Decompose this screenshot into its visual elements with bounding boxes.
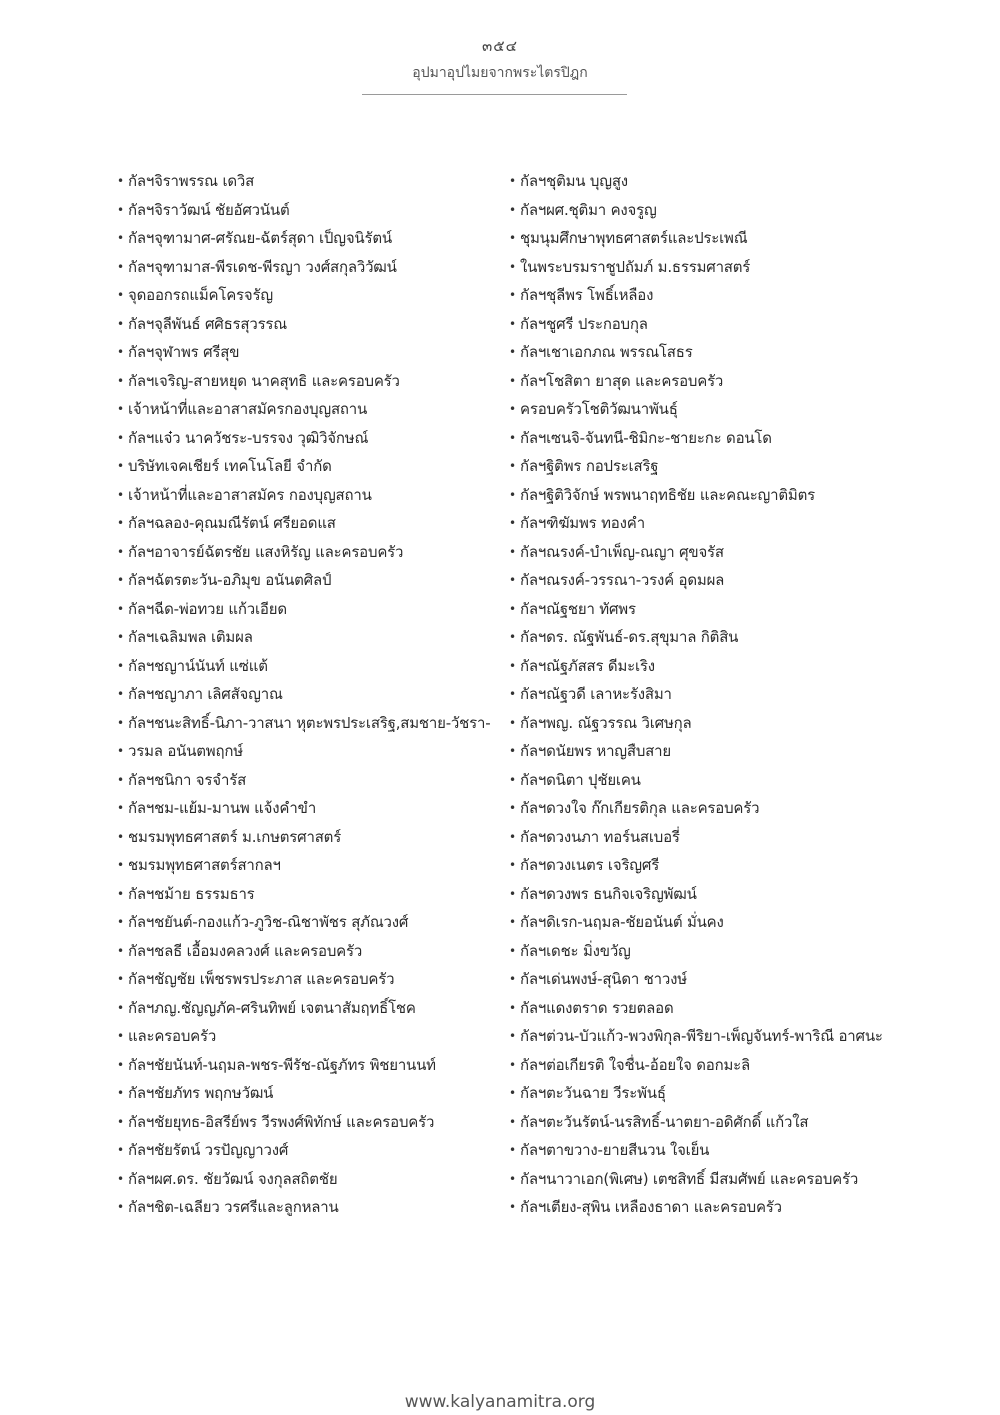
list-item: • กัลฯแดงตราด รวยตลอด	[509, 994, 889, 1023]
list-item: • กัลฯเชาเอกภณ พรรณโสธร	[509, 338, 889, 367]
list-item: • กัลฯจุฬาพร ศรีสุข	[117, 338, 487, 367]
list-item: • กัลฯนาวาเอก(พิเศษ) เตชสิทธิ์ มีสมศัพย์ และครอบครัว	[509, 1165, 889, 1194]
header-divider	[362, 94, 627, 95]
list-item: • กัลฯผศ.ชุติมา คงจรูญ	[509, 196, 889, 225]
list-item: • กัลฯชัยภัทร พฤกษวัฒน์	[117, 1079, 487, 1108]
list-item: • กัลฯชิต-เฉลียว วรศรีและลูกหลาน	[117, 1193, 487, 1222]
list-item: • กัลฯฐิติพร กอประเสริฐ	[509, 452, 889, 481]
list-item: • กัลฯผศ.ดร. ชัยวัฒน์ จงกุลสถิตชัย	[117, 1165, 487, 1194]
list-item: • กัลฯตาขวาง-ยายสีนวน ใจเย็น	[509, 1136, 889, 1165]
list-item: • กัลฯชัยนันท์-นฤมล-พชร-พีรัช-ณัฐภัทร พิชยานนท์	[117, 1051, 487, 1080]
list-item: • กัลฯณัฐภัสสร ดีมะเริง	[509, 652, 889, 681]
list-item: • กัลฯณัฐวดี เลาหะรังสิมา	[509, 680, 889, 709]
list-item: • ชมรมพุทธศาสตร์ ม.เกษตรศาสตร์	[117, 823, 487, 852]
list-item: • เจ้าหน้าที่และอาสาสมัคร กองบุญสถาน	[117, 481, 487, 510]
list-item: • บริษัทเจคเชียร์ เทคโนโลยี จำกัด	[117, 452, 487, 481]
list-item: • กัลฯเซนจิ-จันทนี-ชิมิกะ-ชายะกะ ดอนโด	[509, 424, 889, 453]
list-item: • กัลฯต่อเกียรติ ใจชื่น-อ้อยใจ ดอกมะลิ	[509, 1051, 889, 1080]
list-item: • กัลฯเตียง-สุพิน เหลืองธาดา และครอบครัว	[509, 1193, 889, 1222]
list-item: • กัลฯดิเรก-นฤมล-ชัยอนันต์ มั่นคง	[509, 908, 889, 937]
page-number: ๓๕๔	[482, 37, 518, 55]
list-item: • กัลฯชยันต์-กองแก้ว-ภูวิช-ณิชาพัชร สุภัณวงศ์	[117, 908, 487, 937]
list-item: • กัลฯชลธี เอื้อมงคลวงศ์ และครอบครัว	[117, 937, 487, 966]
list-item: • กัลฯดร. ณัฐพันธ์-ดร.สุขุมาล กิติสิน	[509, 623, 889, 652]
list-item: • กัลฯดวงใจ ก๊กเกียรติกุล และครอบครัว	[509, 794, 889, 823]
list-item: • กัลฯดวงนภา ทอร์นสเบอรี่	[509, 823, 889, 852]
list-item: • ในพระบรมราชูปถัมภ์ ม.ธรรมศาสตร์	[509, 253, 889, 282]
list-item: • กัลฯจิราพรรณ เดวิส	[117, 167, 487, 196]
list-item: • กัลฯเดชะ มิ่งขวัญ	[509, 937, 889, 966]
list-item: • กัลฯต่วน-บัวแก้ว-พวงพิกุล-พีริยา-เพ็ญจันทร์-พาริณี อาศนะ	[509, 1022, 889, 1051]
list-item: • กัลฯณรงค์-วรรณา-วรงค์ อุดมผล	[509, 566, 889, 595]
list-item: • กัลฯจุฑามาส-พีรเดช-พีรญา วงศ์สกุลวิวัฒน์	[117, 253, 487, 282]
list-item: • กัลฯชญาน์นันท์ แซ่แต้	[117, 652, 487, 681]
list-item: • กัลฯเฉลิมพล เติมผล	[117, 623, 487, 652]
list-item: • กัลฯโชสิตา ยาสุด และครอบครัว	[509, 367, 889, 396]
list-item: • กัลฯชนิกา จรจำรัส	[117, 766, 487, 795]
running-title: อุปมาอุปไมยจากพระไตรปิฎก	[412, 65, 588, 81]
list-item: • กัลฯชนะสิทธิ์-นิภา-วาสนา หุตะพรประเสริฐ,สมชาย-วัชรา-	[117, 709, 487, 738]
list-item: • กัลฯพญ. ณัฐวรรณ วิเศษกุล	[509, 709, 889, 738]
list-item: • กัลฯณรงค์-บำเพ็ญ-ณญา ศุขจรัส	[509, 538, 889, 567]
list-item: • กัลฯจุฑามาศ-ศรัณย-ฉัตร์สุดา เป็ญจนิรัตน์	[117, 224, 487, 253]
list-item: • กัลฯชญาภา เลิศสัจญาณ	[117, 680, 487, 709]
list-item: • กัลฯเด่นพงษ์-สุนิดา ชาวงษ์	[509, 965, 889, 994]
list-item: • กัลฯตะวันฉาย วีระพันธุ์	[509, 1079, 889, 1108]
list-item: • กัลฯชัญชัย เพ็ชรพรประภาส และครอบครัว	[117, 965, 487, 994]
list-item: • กัลฯฉัตรตะวัน-อภิมุข อนันตศิลป์	[117, 566, 487, 595]
list-item: • วรมล อนันตพฤกษ์	[117, 737, 487, 766]
list-item: • เจ้าหน้าที่และอาสาสมัครกองบุญสถาน	[117, 395, 487, 424]
list-item: • กัลฯภญ.ชัญญภัค-ศรินทิพย์ เจตนาสัมฤทธิ์โชค	[117, 994, 487, 1023]
list-item: • กัลฯณัฐชยา ทัศพร	[509, 595, 889, 624]
list-item: • กัลฯดวงเนตร เจริญศรี	[509, 851, 889, 880]
left-name-list	[117, 167, 491, 1222]
list-item: • ครอบครัวโชติวัฒนาพันธุ์	[509, 395, 889, 424]
list-item: • กัลฯฑิฆัมพร ทองคำ	[509, 509, 889, 538]
list-item: • กัลฯชัยยุทธ-อิสรีย์พร วีรพงศ์พิทักษ์ และครอบครัว	[117, 1108, 487, 1137]
list-item: • กัลฯอาจารย์ฉัตรชัย แสงหิรัญ และครอบครัว	[117, 538, 487, 567]
list-item: • กัลฯชุลีพร โพธิ์เหลือง	[509, 281, 889, 310]
list-item: • กัลฯแจ๋ว นาควัชระ-บรรจง วุฒิวิจักษณ์	[117, 424, 487, 453]
list-item: • กัลฯเจริญ-สายหยุด นาคสุทธิ และครอบครัว	[117, 367, 487, 396]
list-item: • กัลฯจิราวัฒน์ ชัยอัศวนันต์	[117, 196, 487, 225]
list-item: • กัลฯดนัยพร หาญสืบสาย	[509, 737, 889, 766]
list-item: • กัลฯชุติมน บุญสูง	[509, 167, 889, 196]
list-item: • กัลฯฉลอง-คุณมณีรัตน์ ศรียอดแส	[117, 509, 487, 538]
footer-url: www.kalyanamitra.org	[404, 1392, 596, 1412]
list-item: • กัลฯดวงพร ธนกิจเจริญพัฒน์	[509, 880, 889, 909]
list-item: • กัลฯชัยรัตน์ วรปัญญาวงศ์	[117, 1136, 487, 1165]
list-item: • จุดออกรถแม็คโครจรัญ	[117, 281, 487, 310]
list-item: • กัลฯฉีด-พ่อทวย แก้วเอียด	[117, 595, 487, 624]
list-item: • กัลฯฐิติวิจักษ์ พรพนาฤทธิชัย และคณะญาติมิตร	[509, 481, 889, 510]
list-item: • ชุมนุมศึกษาพุทธศาสตร์และประเพณี	[509, 224, 889, 253]
list-item: • กัลฯชม-แย้ม-มานพ แจ้งคำขำ	[117, 794, 487, 823]
list-item: • กัลฯชูศรี ประกอบกุล	[509, 310, 889, 339]
list-item: • กัลฯชม้าย ธรรมธาร	[117, 880, 487, 909]
list-item: • และครอบครัว	[117, 1022, 487, 1051]
list-item: • ชมรมพุทธศาสตร์สากลฯ	[117, 851, 487, 880]
right-name-list	[509, 167, 889, 1222]
list-item: • กัลฯดนิตา ปุชัยเคน	[509, 766, 889, 795]
list-item: • กัลฯตะวันรัตน์-นรสิทธิ์-นาตยา-อดิศักดิ์ แก้วใส	[509, 1108, 889, 1137]
list-item: • กัลฯจุลีพันธ์ ศศิธรสุวรรณ	[117, 310, 487, 339]
